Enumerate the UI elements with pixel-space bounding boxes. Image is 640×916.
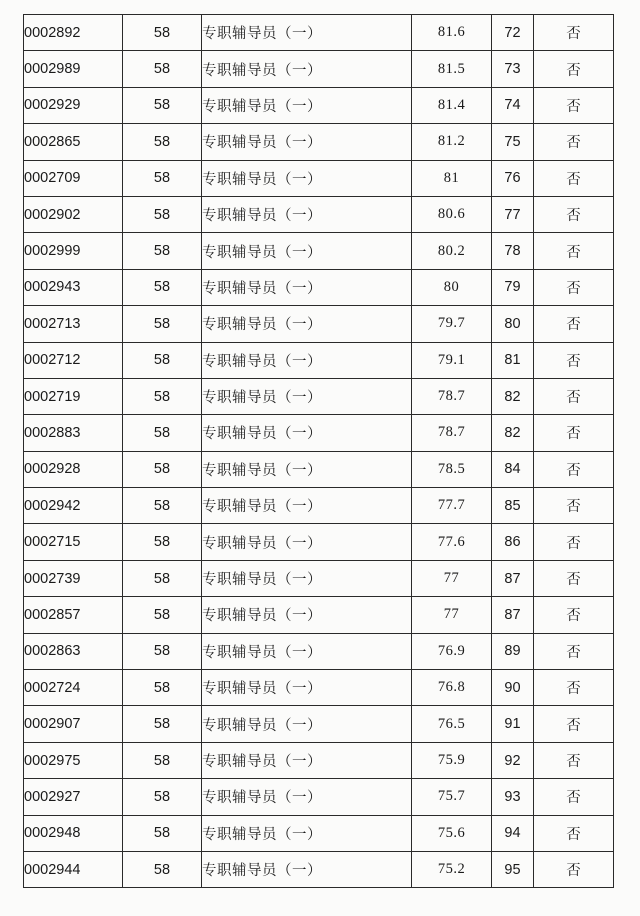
score-cell: 75.6	[412, 815, 492, 851]
candidate-id-cell: 0002944	[24, 851, 123, 887]
score-cell: 75.9	[412, 742, 492, 778]
candidate-id-cell: 0002719	[24, 378, 123, 414]
advance-flag-cell: 否	[534, 742, 614, 778]
advance-flag-cell: 否	[534, 378, 614, 414]
score-cell: 77	[412, 597, 492, 633]
table-row	[24, 415, 614, 451]
candidate-id-cell: 0002975	[24, 742, 123, 778]
position-name-cell: 专职辅导员（一）	[202, 670, 412, 706]
candidate-id-cell: 0002865	[24, 124, 123, 160]
score-cell: 81.6	[412, 15, 492, 51]
position-code-cell: 58	[123, 670, 202, 706]
rank-cell: 89	[492, 633, 534, 669]
position-name-cell: 专职辅导员（一）	[202, 51, 412, 87]
table-row	[24, 15, 614, 51]
candidate-id-cell: 0002739	[24, 560, 123, 596]
position-name-cell: 专职辅导员（一）	[202, 196, 412, 232]
score-cell: 81.4	[412, 87, 492, 123]
score-cell: 77.7	[412, 488, 492, 524]
candidate-id-cell: 0002928	[24, 451, 123, 487]
score-cell: 80.2	[412, 233, 492, 269]
candidate-id-cell: 0002948	[24, 815, 123, 851]
position-code-cell: 58	[123, 378, 202, 414]
score-cell: 76.8	[412, 670, 492, 706]
candidate-id-cell: 0002883	[24, 415, 123, 451]
table-row	[24, 306, 614, 342]
position-code-cell: 58	[123, 851, 202, 887]
position-name-cell: 专职辅导员（一）	[202, 415, 412, 451]
score-cell: 77	[412, 560, 492, 596]
rank-cell: 77	[492, 196, 534, 232]
rank-cell: 85	[492, 488, 534, 524]
rank-cell: 86	[492, 524, 534, 560]
rank-cell: 82	[492, 415, 534, 451]
advance-flag-cell: 否	[534, 633, 614, 669]
advance-flag-cell: 否	[534, 488, 614, 524]
rank-cell: 95	[492, 851, 534, 887]
position-name-cell: 专职辅导员（一）	[202, 851, 412, 887]
score-cell: 76.9	[412, 633, 492, 669]
rank-cell: 81	[492, 342, 534, 378]
rank-cell: 78	[492, 233, 534, 269]
position-name-cell: 专职辅导员（一）	[202, 597, 412, 633]
advance-flag-cell: 否	[534, 560, 614, 596]
table-row	[24, 524, 614, 560]
candidate-id-cell: 0002713	[24, 306, 123, 342]
candidate-id-cell: 0002902	[24, 196, 123, 232]
rank-cell: 76	[492, 160, 534, 196]
position-code-cell: 58	[123, 51, 202, 87]
table-row	[24, 706, 614, 742]
candidate-id-cell: 0002907	[24, 706, 123, 742]
position-code-cell: 58	[123, 306, 202, 342]
advance-flag-cell: 否	[534, 342, 614, 378]
advance-flag-cell: 否	[534, 706, 614, 742]
advance-flag-cell: 否	[534, 51, 614, 87]
rank-cell: 84	[492, 451, 534, 487]
position-code-cell: 58	[123, 124, 202, 160]
score-cell: 79.1	[412, 342, 492, 378]
position-name-cell: 专职辅导员（一）	[202, 451, 412, 487]
position-code-cell: 58	[123, 742, 202, 778]
rank-cell: 90	[492, 670, 534, 706]
position-name-cell: 专职辅导员（一）	[202, 160, 412, 196]
score-cell: 79.7	[412, 306, 492, 342]
rank-cell: 92	[492, 742, 534, 778]
table-row	[24, 51, 614, 87]
table-row	[24, 488, 614, 524]
position-name-cell: 专职辅导员（一）	[202, 124, 412, 160]
table-row	[24, 87, 614, 123]
position-name-cell: 专职辅导员（一）	[202, 269, 412, 305]
candidate-id-cell: 0002942	[24, 488, 123, 524]
position-code-cell: 58	[123, 269, 202, 305]
advance-flag-cell: 否	[534, 160, 614, 196]
table-row	[24, 815, 614, 851]
advance-flag-cell: 否	[534, 415, 614, 451]
rank-cell: 87	[492, 597, 534, 633]
candidate-id-cell: 0002989	[24, 51, 123, 87]
position-name-cell: 专职辅导员（一）	[202, 742, 412, 778]
position-code-cell: 58	[123, 779, 202, 815]
rank-cell: 72	[492, 15, 534, 51]
position-name-cell: 专职辅导员（一）	[202, 524, 412, 560]
position-name-cell: 专职辅导员（一）	[202, 306, 412, 342]
table-row	[24, 560, 614, 596]
rank-cell: 74	[492, 87, 534, 123]
candidate-id-cell: 0002715	[24, 524, 123, 560]
advance-flag-cell: 否	[534, 815, 614, 851]
candidate-id-cell: 0002857	[24, 597, 123, 633]
position-code-cell: 58	[123, 488, 202, 524]
advance-flag-cell: 否	[534, 196, 614, 232]
advance-flag-cell: 否	[534, 269, 614, 305]
position-name-cell: 专职辅导员（一）	[202, 378, 412, 414]
advance-flag-cell: 否	[534, 597, 614, 633]
position-name-cell: 专职辅导员（一）	[202, 488, 412, 524]
advance-flag-cell: 否	[534, 451, 614, 487]
candidate-id-cell: 0002724	[24, 670, 123, 706]
score-cell: 78.7	[412, 415, 492, 451]
candidate-id-cell: 0002712	[24, 342, 123, 378]
position-code-cell: 58	[123, 597, 202, 633]
results-table	[23, 14, 614, 888]
score-cell: 81.5	[412, 51, 492, 87]
table-row	[24, 342, 614, 378]
table-row	[24, 269, 614, 305]
score-cell: 76.5	[412, 706, 492, 742]
advance-flag-cell: 否	[534, 670, 614, 706]
candidate-id-cell: 0002999	[24, 233, 123, 269]
position-code-cell: 58	[123, 815, 202, 851]
position-name-cell: 专职辅导员（一）	[202, 633, 412, 669]
table-row	[24, 451, 614, 487]
table-row	[24, 670, 614, 706]
table-row	[24, 851, 614, 887]
advance-flag-cell: 否	[534, 851, 614, 887]
position-code-cell: 58	[123, 524, 202, 560]
score-cell: 80	[412, 269, 492, 305]
position-code-cell: 58	[123, 342, 202, 378]
advance-flag-cell: 否	[534, 87, 614, 123]
score-cell: 78.5	[412, 451, 492, 487]
table-row	[24, 597, 614, 633]
position-code-cell: 58	[123, 160, 202, 196]
score-cell: 75.2	[412, 851, 492, 887]
rank-cell: 93	[492, 779, 534, 815]
score-cell: 81	[412, 160, 492, 196]
rank-cell: 91	[492, 706, 534, 742]
rank-cell: 73	[492, 51, 534, 87]
position-name-cell: 专职辅导员（一）	[202, 233, 412, 269]
advance-flag-cell: 否	[534, 233, 614, 269]
rank-cell: 82	[492, 378, 534, 414]
results-table-body	[24, 15, 614, 888]
position-code-cell: 58	[123, 560, 202, 596]
position-name-cell: 专职辅导员（一）	[202, 87, 412, 123]
candidate-id-cell: 0002943	[24, 269, 123, 305]
position-name-cell: 专职辅导员（一）	[202, 815, 412, 851]
position-name-cell: 专职辅导员（一）	[202, 779, 412, 815]
score-cell: 80.6	[412, 196, 492, 232]
position-code-cell: 58	[123, 633, 202, 669]
rank-cell: 80	[492, 306, 534, 342]
position-code-cell: 58	[123, 15, 202, 51]
score-cell: 81.2	[412, 124, 492, 160]
table-row	[24, 233, 614, 269]
table-row	[24, 160, 614, 196]
position-name-cell: 专职辅导员（一）	[202, 342, 412, 378]
table-row	[24, 196, 614, 232]
position-code-cell: 58	[123, 415, 202, 451]
position-name-cell: 专职辅导员（一）	[202, 706, 412, 742]
position-code-cell: 58	[123, 233, 202, 269]
position-name-cell: 专职辅导员（一）	[202, 15, 412, 51]
rank-cell: 79	[492, 269, 534, 305]
candidate-id-cell: 0002929	[24, 87, 123, 123]
table-row	[24, 378, 614, 414]
position-code-cell: 58	[123, 706, 202, 742]
candidate-id-cell: 0002927	[24, 779, 123, 815]
candidate-id-cell: 0002892	[24, 15, 123, 51]
advance-flag-cell: 否	[534, 15, 614, 51]
candidate-id-cell: 0002863	[24, 633, 123, 669]
advance-flag-cell: 否	[534, 524, 614, 560]
score-cell: 78.7	[412, 378, 492, 414]
advance-flag-cell: 否	[534, 306, 614, 342]
score-cell: 77.6	[412, 524, 492, 560]
candidate-id-cell: 0002709	[24, 160, 123, 196]
advance-flag-cell: 否	[534, 124, 614, 160]
position-name-cell: 专职辅导员（一）	[202, 560, 412, 596]
table-row	[24, 633, 614, 669]
advance-flag-cell: 否	[534, 779, 614, 815]
rank-cell: 94	[492, 815, 534, 851]
position-code-cell: 58	[123, 196, 202, 232]
table-row	[24, 124, 614, 160]
rank-cell: 87	[492, 560, 534, 596]
rank-cell: 75	[492, 124, 534, 160]
table-row	[24, 742, 614, 778]
position-code-cell: 58	[123, 451, 202, 487]
position-code-cell: 58	[123, 87, 202, 123]
table-row	[24, 779, 614, 815]
score-cell: 75.7	[412, 779, 492, 815]
